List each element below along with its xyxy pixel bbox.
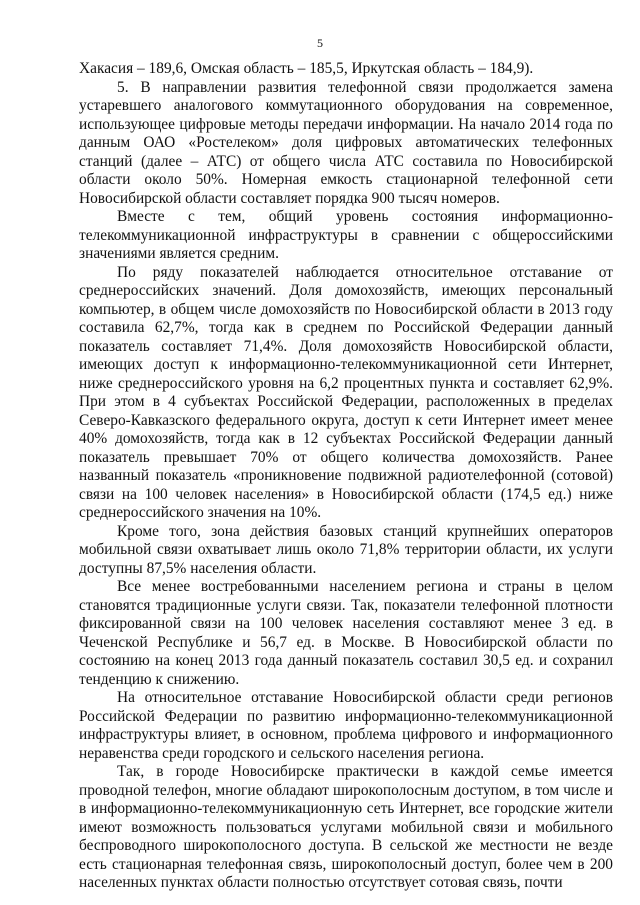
document-body: [79, 60, 613, 893]
paragraph-digital-divide: На относительное отставание Новосибирской области среди регионов Российской Федерации по развитию информационно-телекоммуникационной инфраструктуры влияет, в основном, проблема цифрового и информационного неравенства среди городского и сельского населения региона.: [79, 689, 613, 762]
paragraph-infrastructure-level: Вместе с тем, общий уровень состояния информационно-телекоммуникационной инфраструктуры в сравнении с общероссийскими значениями является средним.: [79, 208, 613, 262]
paragraph-base-station-coverage: Кроме того, зона действия базовых станций крупнейших операторов мобильной связи охватывает лишь около 71,8% территории области, их услуги доступны 87,5% населения области.: [79, 522, 613, 577]
paragraph-telephone-development: 5. В направлении развития телефонной связи продолжается замена устаревшего аналогового коммутационного оборудования на современное, использующее цифровые методы передачи информации. На начало 2014 года по данным ОАО «Ростелеком» доля цифровых автоматических телефонных станций (далее – АТС) от общего числа АТС составила по Новосибирской области около 50%. Номерная емкость стационарной телефонной сети Новосибирской области составляет порядка 900 тысяч номеров.: [79, 78, 613, 207]
paragraph-traditional-services: Все менее востребованными населением региона и страны в целом становятся традиционные услуги связи. Так, показатели телефонной плотности фиксированной связи на 100 человек населения составляют менее 3 ед. в Чеченской Республике и 56,7 ед. в Москве. В Новосибирской области по состоянию на конец 2013 года данный показатель составил 30,5 ед. и сохранил тенденцию к снижению.: [79, 578, 613, 688]
paragraph-lagging-indicators: По ряду показателей наблюдается относительное отставание от среднероссийских значений. Доля домохозяйств, имеющих персональный компьютер, в общем числе домохозяйств по Новосибирской области в 2013 году составила 62,7%, тогда как в среднем по Российской Федерации данный показатель составляет 71,4%. Доля домохозяйств Новосибирской области, имеющих доступ к информационно-телекоммуникационной сети Интернет, ниже среднероссийского уровня на 6,2 процентных пункта и составляет 62,9%. При этом в 4 субъектах Российской Федерации, расположенных в пределах Северо-Кавказского федерального округа, доступ к сети Интернет имеет менее 40% домохозяйств, тогда как в 12 субъектах Российской Федерации данный показатель превышает 70% от общего количества домохозяйств. Ранее названный показатель «проникновение подвижной радиотелефонной (сотовой) связи на 100 человек населения» в Новосибирской области (174,5 ед.) ниже среднероссийского значения на 10%.: [79, 263, 613, 521]
paragraph-novosibirsk-city: Так, в городе Новосибирске практически в каждой семье имеется проводной телефон, многие обладают широкополосным доступом, в том числе и в информационно-телекоммуникационную сеть Интернет, все городские жители имеют возможность пользоваться услугами мобильной связи и мобильного беспроводного широкополосного доступа. В сельской же местности не везде есть стационарная телефонная связь, широкополосный доступ, более чем в 200 населенных пунктах области полностью отсутствует сотовая связь, почти: [79, 763, 613, 891]
paragraph-continuation: Хакасия – 189,6, Омская область – 185,5, Иркутская область – 184,9).: [79, 60, 534, 77]
page-number: 5: [317, 36, 323, 50]
